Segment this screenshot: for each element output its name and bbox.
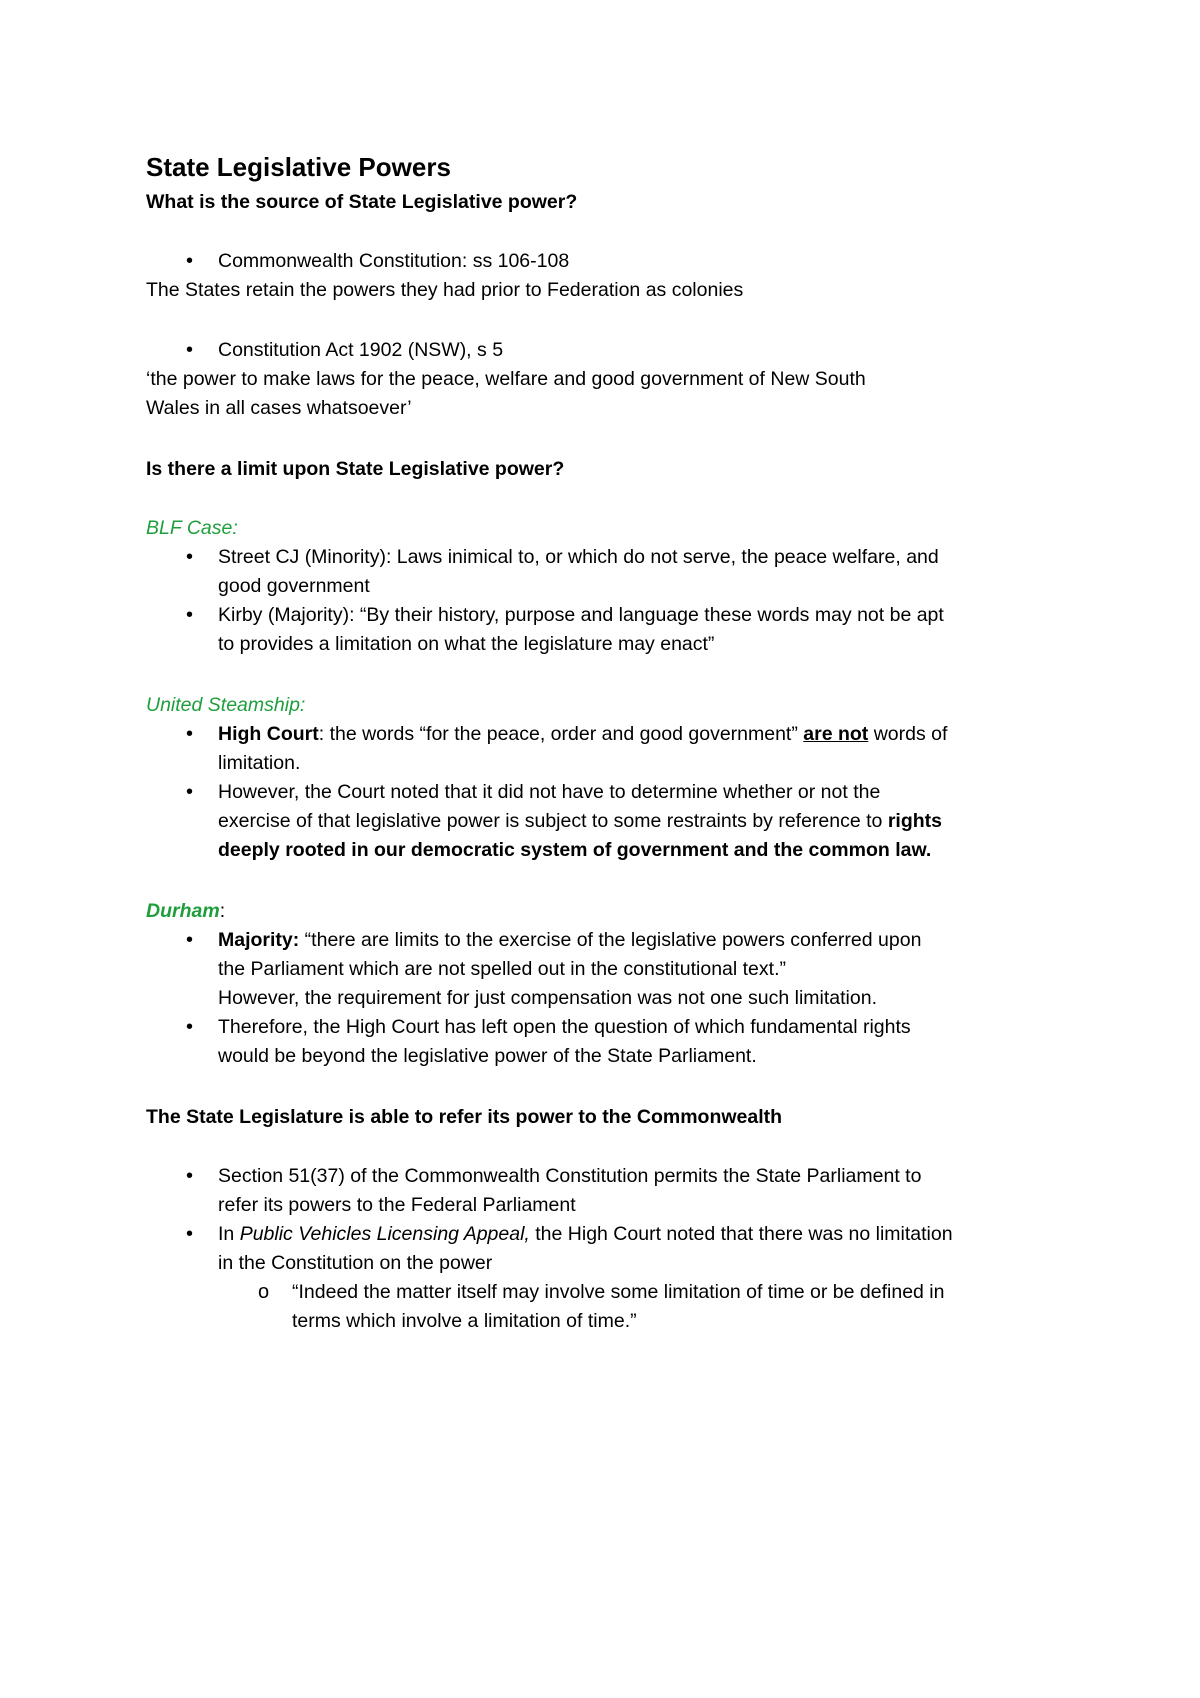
list-item: Street CJ (Minority): Laws inimical to, or which do not serve, the peace welfare, and xyxy=(218,546,939,568)
page-title: State Legislative Powers xyxy=(146,152,451,182)
bullet: • xyxy=(186,1016,194,1038)
question-source: What is the source of State Legislative power? xyxy=(146,191,578,213)
case-name: Durham xyxy=(146,900,220,922)
list-item-cont: to provides a limitation on what the legislature may enact” xyxy=(218,633,715,655)
sub-bullet: o xyxy=(258,1281,270,1303)
list-item: However, the Court noted that it did not have to determine whether or not the xyxy=(218,781,881,803)
body-text: : the words “for the peace, order and good government” xyxy=(318,723,804,745)
list-item xyxy=(218,926,921,954)
question-refer: The State Legislature is able to refer its power to the Commonwealth xyxy=(146,1106,783,1128)
case-heading-durham xyxy=(146,897,225,925)
list-item xyxy=(218,1220,953,1248)
list-item-cont: good government xyxy=(218,575,370,597)
list-item-cont: limitation. xyxy=(218,752,301,774)
bullet: • xyxy=(186,1165,194,1187)
list-item: Constitution Act 1902 (NSW), s 5 xyxy=(218,339,504,361)
body-text: the High Court noted that there was no limitation xyxy=(529,1223,953,1245)
body-text: exercise of that legislative power is subject to some restraints by reference to xyxy=(218,810,888,832)
list-item-cont: would be beyond the legislative power of the State Parliament. xyxy=(218,1045,757,1067)
list-item-cont: refer its powers to the Federal Parliament xyxy=(218,1194,576,1216)
list-item: Therefore, the High Court has left open the question of which fundamental rights xyxy=(218,1016,911,1038)
underlined-text: are not xyxy=(803,723,869,745)
bold-text: Majority: xyxy=(218,929,300,951)
bullet: • xyxy=(186,339,194,361)
bullet: • xyxy=(186,546,194,568)
list-item-cont: in the Constitution on the power xyxy=(218,1252,493,1274)
list-item xyxy=(218,720,947,748)
case-heading-blf: BLF Case: xyxy=(146,517,238,539)
body-text: The States retain the powers they had prior to Federation as colonies xyxy=(146,279,744,301)
body-text: words of xyxy=(868,723,948,745)
case-heading-united-steamship: United Steamship: xyxy=(146,694,306,716)
bullet: • xyxy=(186,723,194,745)
sub-list-item-cont: terms which involve a limitation of time.” xyxy=(292,1310,637,1332)
body-text: “there are limits to the exercise of the legislative powers conferred upon xyxy=(299,929,922,951)
question-limit: Is there a limit upon State Legislative power? xyxy=(146,458,565,480)
list-item-cont: However, the requirement for just compensation was not one such limitation. xyxy=(218,987,878,1009)
list-item: Kirby (Majority): “By their history, purpose and language these words may not be apt xyxy=(218,604,944,626)
bold-text: rights xyxy=(887,810,942,832)
list-item-cont: the Parliament which are not spelled out in the constitutional text.” xyxy=(218,958,786,980)
bullet: • xyxy=(186,781,194,803)
bullet: • xyxy=(186,1223,194,1245)
list-item: Section 51(37) of the Commonwealth Constitution permits the State Parliament to xyxy=(218,1165,922,1187)
bullet: • xyxy=(186,929,194,951)
list-item-cont: deeply rooted in our democratic system of government and the common law. xyxy=(218,839,932,861)
body-text: In xyxy=(218,1223,240,1245)
colon: : xyxy=(219,900,226,922)
list-item-cont xyxy=(218,807,942,835)
list-item: Commonwealth Constitution: ss 106-108 xyxy=(218,250,570,272)
italic-case-name: Public Vehicles Licensing Appeal, xyxy=(239,1223,530,1245)
sub-list-item: “Indeed the matter itself may involve some limitation of time or be defined in xyxy=(292,1281,945,1303)
bullet: • xyxy=(186,250,194,272)
bold-text: High Court xyxy=(218,723,319,745)
body-text: ‘the power to make laws for the peace, welfare and good government of New South xyxy=(146,368,866,390)
body-text: Wales in all cases whatsoever’ xyxy=(146,397,412,419)
bullet: • xyxy=(186,604,194,626)
